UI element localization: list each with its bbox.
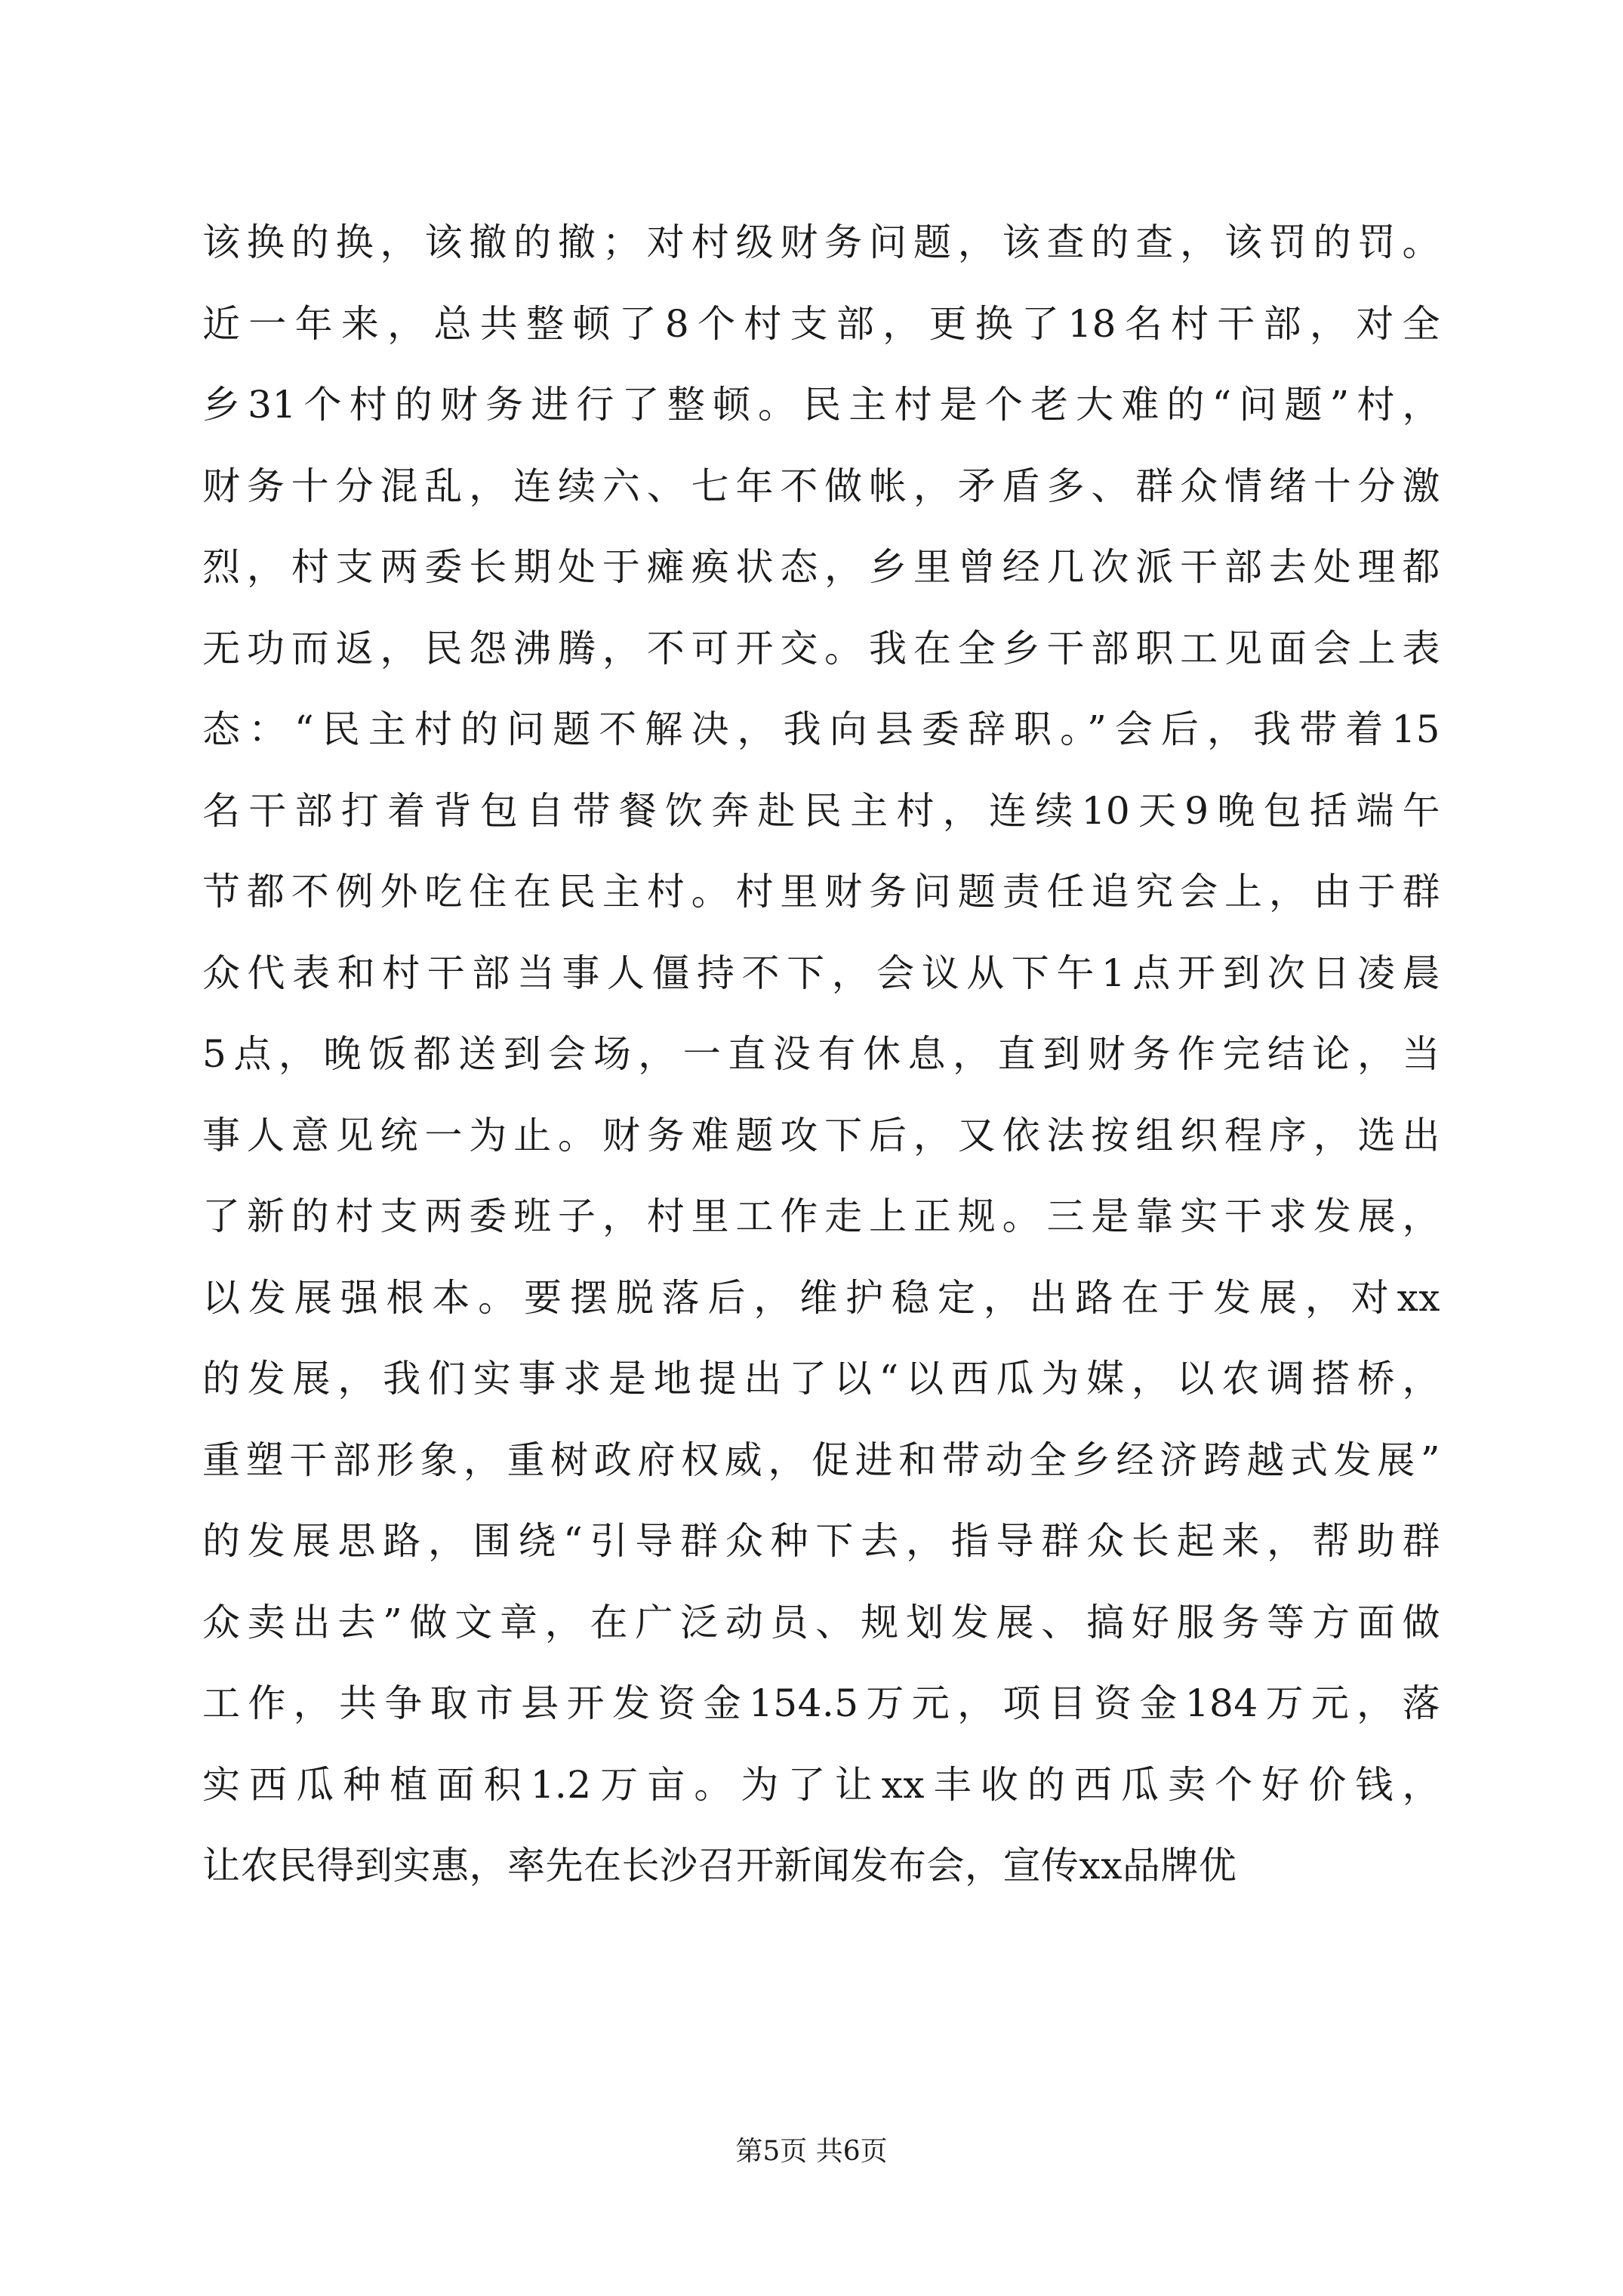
text-line: 的发展思路，围绕“引导群众种下去，指导群众长起来，帮助群 bbox=[202, 1519, 1440, 1563]
text-line: 众代表和村干部当事人僵持不下，会议从下午1点开到次日凌晨 bbox=[202, 951, 1440, 995]
text-line: 重塑干部形象，重树政府权威，促进和带动全乡经济跨越式发展” bbox=[202, 1438, 1440, 1482]
text-line: 乡31个村的财务进行了整顿。民主村是个老大难的“问题”村， bbox=[202, 383, 1440, 427]
text-line: 了新的村支两委班子，村里工作走上正规。三是靠实干求发展， bbox=[202, 1194, 1440, 1238]
text-line: 财务十分混乱，连续六、七年不做帐，矛盾多、群众情绪十分激 bbox=[202, 464, 1440, 508]
text-line: 节都不例外吃住在民主村。村里财务问题责任追究会上，由于群 bbox=[202, 870, 1440, 914]
text-line: 事人意见统一为止。财务难题攻下后，又依法按组织程序，选出 bbox=[202, 1113, 1440, 1157]
text-line: 名干部打着背包自带餐饮奔赴民主村，连续10天9晚包括端午 bbox=[202, 788, 1440, 833]
text-line: 无功而返，民怨沸腾，不可开交。我在全乡干部职工见面会上表 bbox=[202, 626, 1440, 670]
page-number-label: 第5页 共6页 bbox=[735, 2136, 888, 2167]
text-line: 该换的换，该撤的撤；对村级财务问题，该查的查，该罚的罚。 bbox=[202, 220, 1440, 264]
body-paragraph bbox=[202, 202, 1440, 1907]
text-line: 烈，村支两委长期处于瘫痪状态，乡里曾经几次派干部去处理都 bbox=[202, 545, 1440, 589]
text-line: 态：“民主村的问题不解决，我向县委辞职。”会后，我带着15 bbox=[202, 707, 1440, 751]
text-line: 众卖出去”做文章，在广泛动员、规划发展、搞好服务等方面做 bbox=[202, 1600, 1440, 1644]
page-footer bbox=[0, 2135, 1623, 2168]
text-line: 让农民得到实惠，率先在长沙召开新闻发布会，宣传xx品牌优 bbox=[202, 1844, 1237, 1888]
text-line: 工作，共争取市县开发资金154.5万元，项目资金184万元，落 bbox=[202, 1681, 1440, 1725]
text-line: 实西瓜种植面积1.2万亩。为了让xx丰收的西瓜卖个好价钱， bbox=[202, 1762, 1440, 1807]
text-line: 5点，晚饭都送到会场，一直没有休息，直到财务作完结论，当 bbox=[202, 1032, 1440, 1076]
text-line: 近一年来，总共整顿了8个村支部，更换了18名村干部，对全 bbox=[202, 301, 1440, 346]
text-line: 的发展，我们实事求是地提出了以“以西瓜为媒，以农调搭桥， bbox=[202, 1357, 1440, 1401]
text-line: 以发展强根本。要摆脱落后，维护稳定，出路在于发展，对xx bbox=[202, 1275, 1440, 1320]
